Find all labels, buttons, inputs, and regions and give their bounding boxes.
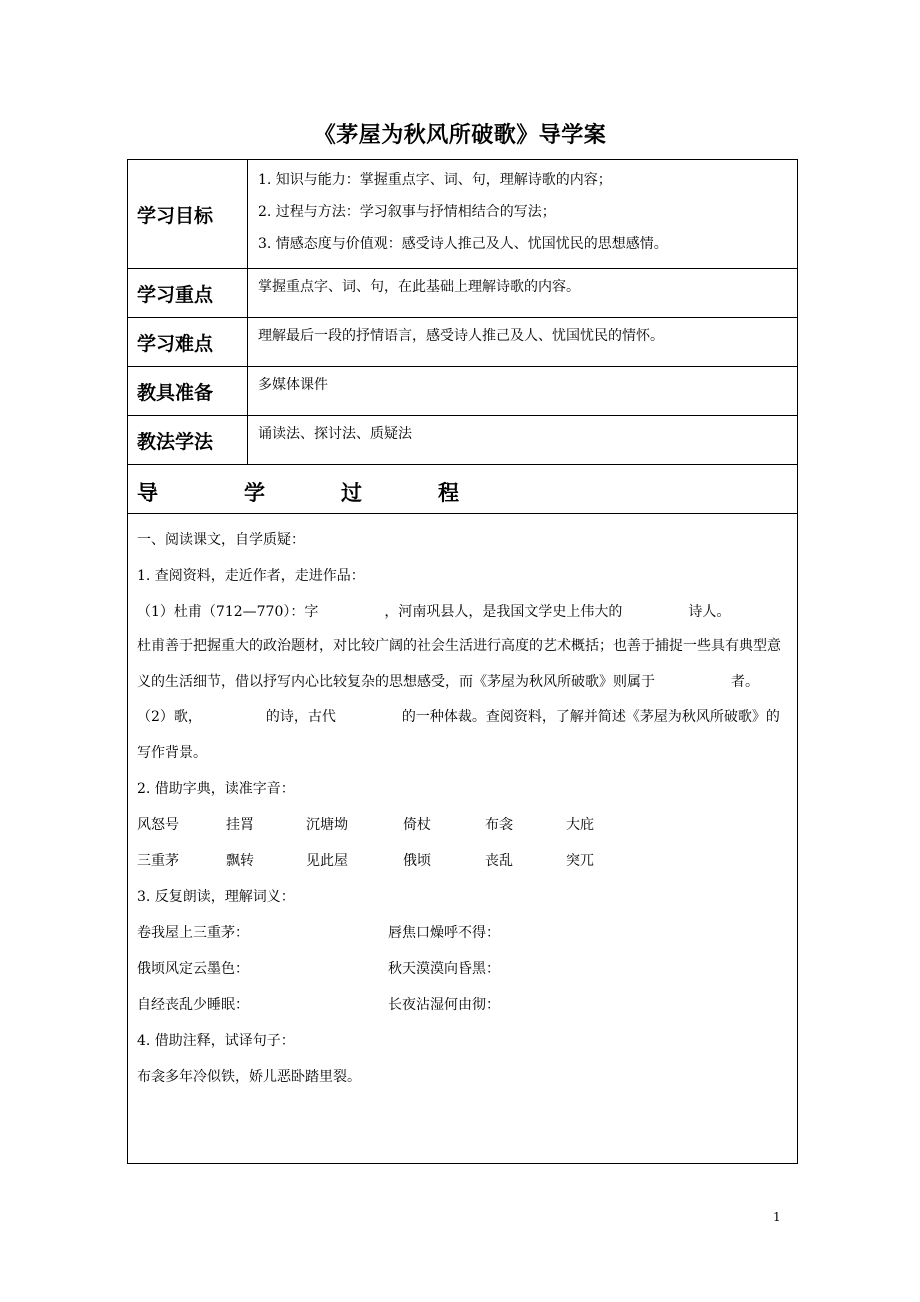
difficulties-text: 理解最后一段的抒情语言，感受诗人推己及人、忧国忧民的情怀。 (248, 318, 798, 367)
pronunciation-word: 风怒号 (137, 817, 179, 833)
process-heading-char: 学 (244, 481, 265, 505)
pronunciation-word: 见此屋 (306, 853, 348, 869)
pronunciation-word: 俄顷 (403, 853, 431, 869)
page-number: 1 (773, 1210, 781, 1224)
methods-label: 教法学法 (128, 416, 248, 465)
objectives-label: 学习目标 (128, 160, 248, 269)
objectives-row (128, 160, 798, 269)
tools-label: 教具准备 (128, 367, 248, 416)
task-heading: 1. 查阅资料，走近作者，走进作品： (137, 568, 365, 584)
text-span: ，河南巩县人，是我国文学史上伟大的 (384, 604, 623, 620)
methods-text: 诵读法、探讨法、质疑法 (248, 416, 798, 465)
text-span: 诗人。 (688, 604, 731, 620)
vocab-row (137, 987, 788, 1023)
task-heading: 2. 借助字典，读准字音： (137, 781, 295, 797)
process-heading-char: 导 (137, 481, 158, 505)
vocab-item: 自经丧乱少睡眠： (137, 997, 249, 1013)
text-span: （2）歌， (137, 709, 202, 725)
pronunciation-word: 突兀 (566, 853, 594, 869)
pronunciation-word: 沉塘坳 (306, 817, 348, 833)
pronunciation-word: 布衾 (485, 817, 513, 833)
process-heading-char: 过 (341, 481, 362, 505)
difficulties-row (128, 318, 798, 367)
vocab-row (137, 951, 788, 987)
objective-item: 1. 知识与能力：掌握重点字、词、句，理解诗歌的内容； (258, 172, 612, 188)
pronunciation-word: 倚杖 (403, 817, 431, 833)
task-heading: 3. 反复朗读，理解词义： (137, 889, 295, 905)
pronunciation-word: 大庇 (566, 817, 594, 833)
task-heading: 4. 借助注释，试译句子： (137, 1033, 295, 1049)
study-plan-table (127, 159, 798, 1164)
text-span: 的诗，古代 (265, 709, 336, 725)
author-paragraph (137, 629, 788, 700)
vocab-item: 俄顷风定云墨色： (137, 961, 249, 977)
vocab-item: 卷我屋上三重茅： (137, 925, 249, 941)
vocab-row (137, 915, 788, 951)
objectives-content (248, 160, 798, 269)
process-heading-char: 程 (438, 481, 459, 505)
pronunciation-word: 丧乱 (485, 853, 513, 869)
vocab-item: 唇焦口燥呼不得： (388, 925, 500, 941)
process-body (128, 514, 798, 1164)
process-heading (128, 465, 798, 514)
pronunciation-word: 飘转 (226, 853, 254, 869)
section-heading: 一、阅读课文，自学质疑： (137, 532, 305, 548)
vocab-item: 秋天漠漠向昏黑： (388, 961, 500, 977)
pronunciation-word: 挂罥 (226, 817, 254, 833)
process-body-row (128, 514, 798, 1164)
vocab-item: 长夜沾湿何由彻： (388, 997, 500, 1013)
pronunciation-word: 三重茅 (137, 853, 179, 869)
key-points-text: 掌握重点字、词、句，在此基础上理解诗歌的内容。 (248, 269, 798, 318)
author-line (137, 594, 788, 630)
methods-row (128, 416, 798, 465)
pronunciation-row (137, 807, 788, 843)
text-span: 杜甫善于把握重大的政治题材，对比较广阔的社会生活进行高度的艺术概括；也善于捕捉一些具有典型意义的生活细节，借以抒写内心比较复杂的思想感受，而《茅屋为秋风所破歌》则属于 (137, 638, 781, 690)
objective-item: 2. 过程与方法：学习叙事与抒情相结合的写法； (258, 204, 556, 220)
text-span: 的一种体裁。查阅资料，了解并简述《茅屋为秋风所破歌》的写作背景。 (137, 709, 780, 761)
difficulties-label: 学习难点 (128, 318, 248, 367)
process-heading-row (128, 465, 798, 514)
tools-row (128, 367, 798, 416)
key-points-row (128, 269, 798, 318)
key-points-label: 学习重点 (128, 269, 248, 318)
translation-sentence: 布衾多年冷似铁，娇儿恶卧踏里裂。 (137, 1069, 361, 1085)
genre-paragraph (137, 700, 788, 771)
text-span: （1）杜甫（712—770）：字 (137, 604, 319, 620)
document-title: 《茅屋为秋风所破歌》导学案 (313, 123, 607, 148)
tools-text: 多媒体课件 (248, 367, 798, 416)
pronunciation-row (137, 843, 788, 879)
objective-item: 3. 情感态度与价值观：感受诗人推己及人、忧国忧民的思想感情。 (258, 236, 668, 252)
text-span: 者。 (731, 673, 759, 690)
